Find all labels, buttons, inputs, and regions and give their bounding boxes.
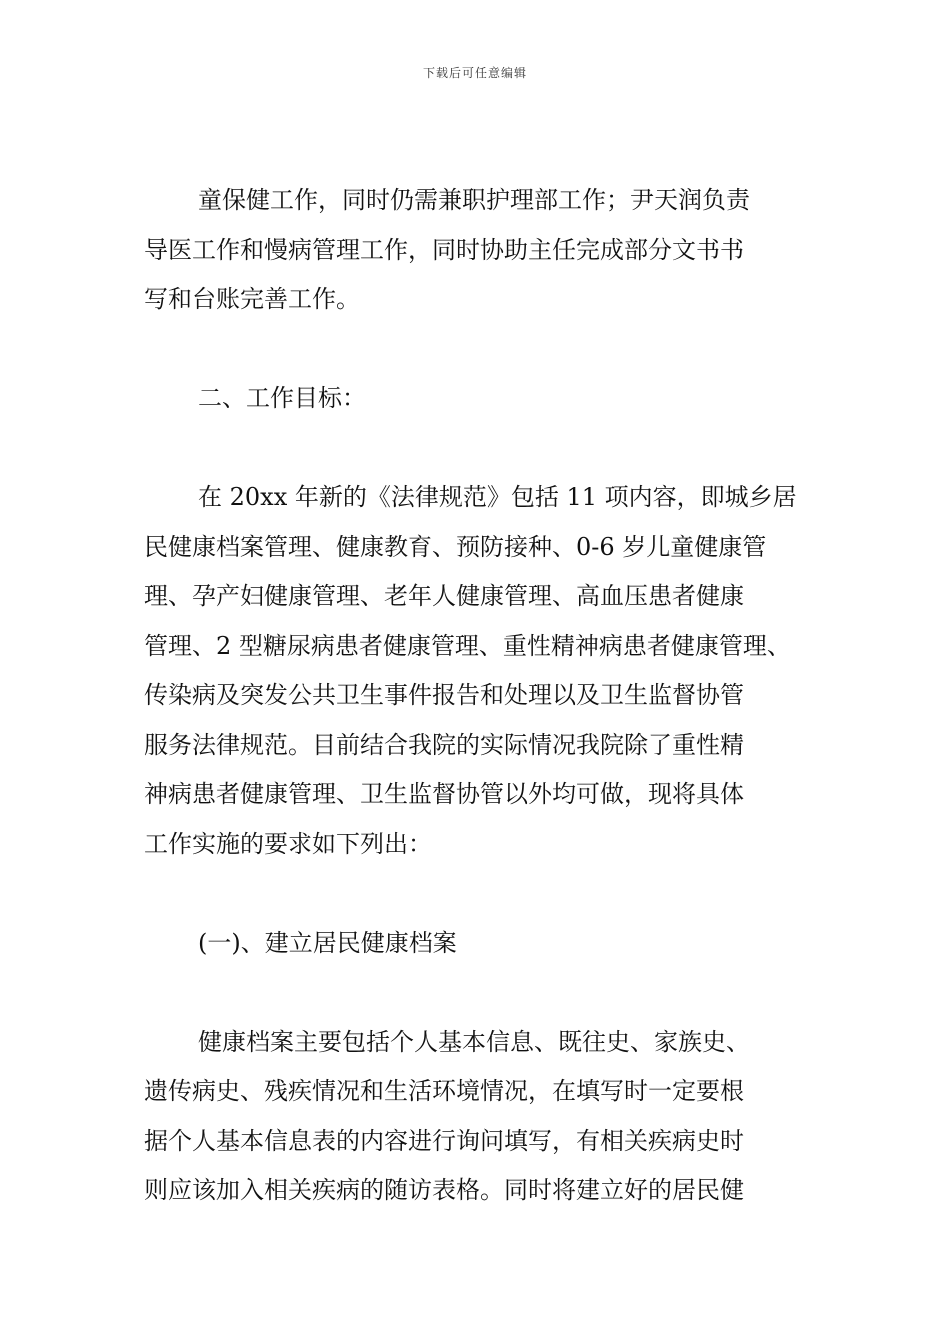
heading-line: (一)、建立居民健康档案 (198, 928, 457, 957)
text-line: 管理、2 型糖尿病患者健康管理、重性精神病患者健康管理、 (144, 631, 791, 660)
text-line: 健康档案主要包括个人基本信息、既往史、家族史、 (198, 1027, 750, 1056)
text-line: 遗传病史、残疾情况和生活环境情况，在填写时一定要根 (144, 1077, 744, 1105)
text-line: 据个人基本信息表的内容进行询问填写，有相关疾病史时 (144, 1126, 744, 1155)
text-line: 工作实施的要求如下列出： (144, 829, 432, 858)
text-line: 民健康档案管理、健康教育、预防接种、0-6 岁儿童健康管 (144, 532, 767, 561)
text-line: 传染病及突发公共卫生事件报告和处理以及卫生监督协管 (144, 681, 744, 709)
paragraph-gap (144, 869, 824, 919)
heading-line: 二、工作目标： (198, 384, 366, 412)
text-line: 服务法律规范。目前结合我院的实际情况我院除了重性精 (144, 730, 744, 759)
text-line: 神病患者健康管理、卫生监督协管以外均可做，现将具体 (144, 780, 744, 808)
document-body (144, 176, 824, 1216)
paragraph-legal-norms (144, 473, 824, 869)
section-heading-work-goals (144, 374, 824, 424)
paragraph-gap (144, 325, 824, 375)
text-line: 在 20xx 年新的《法律规范》包括 11 项内容，即城乡居 (198, 483, 797, 511)
text-line: 导医工作和慢病管理工作，同时协助主任完成部分文书书 (144, 235, 744, 264)
paragraph-gap (144, 968, 824, 1018)
text-line: 理、孕产妇健康管理、老年人健康管理、高血压患者健康 (144, 582, 744, 610)
paragraph-staff-duties (144, 176, 824, 325)
paragraph-health-records (144, 1018, 824, 1216)
subsection-heading-health-records (144, 919, 824, 969)
page-header: 下载后可任意编辑 (422, 66, 527, 80)
text-line: 则应该加入相关疾病的随访表格。同时将建立好的居民健 (144, 1176, 744, 1204)
text-line: 写和台账完善工作。 (144, 285, 360, 313)
text-line: 童保健工作，同时仍需兼职护理部工作；尹天润负责 (198, 186, 750, 214)
paragraph-gap (144, 424, 824, 474)
